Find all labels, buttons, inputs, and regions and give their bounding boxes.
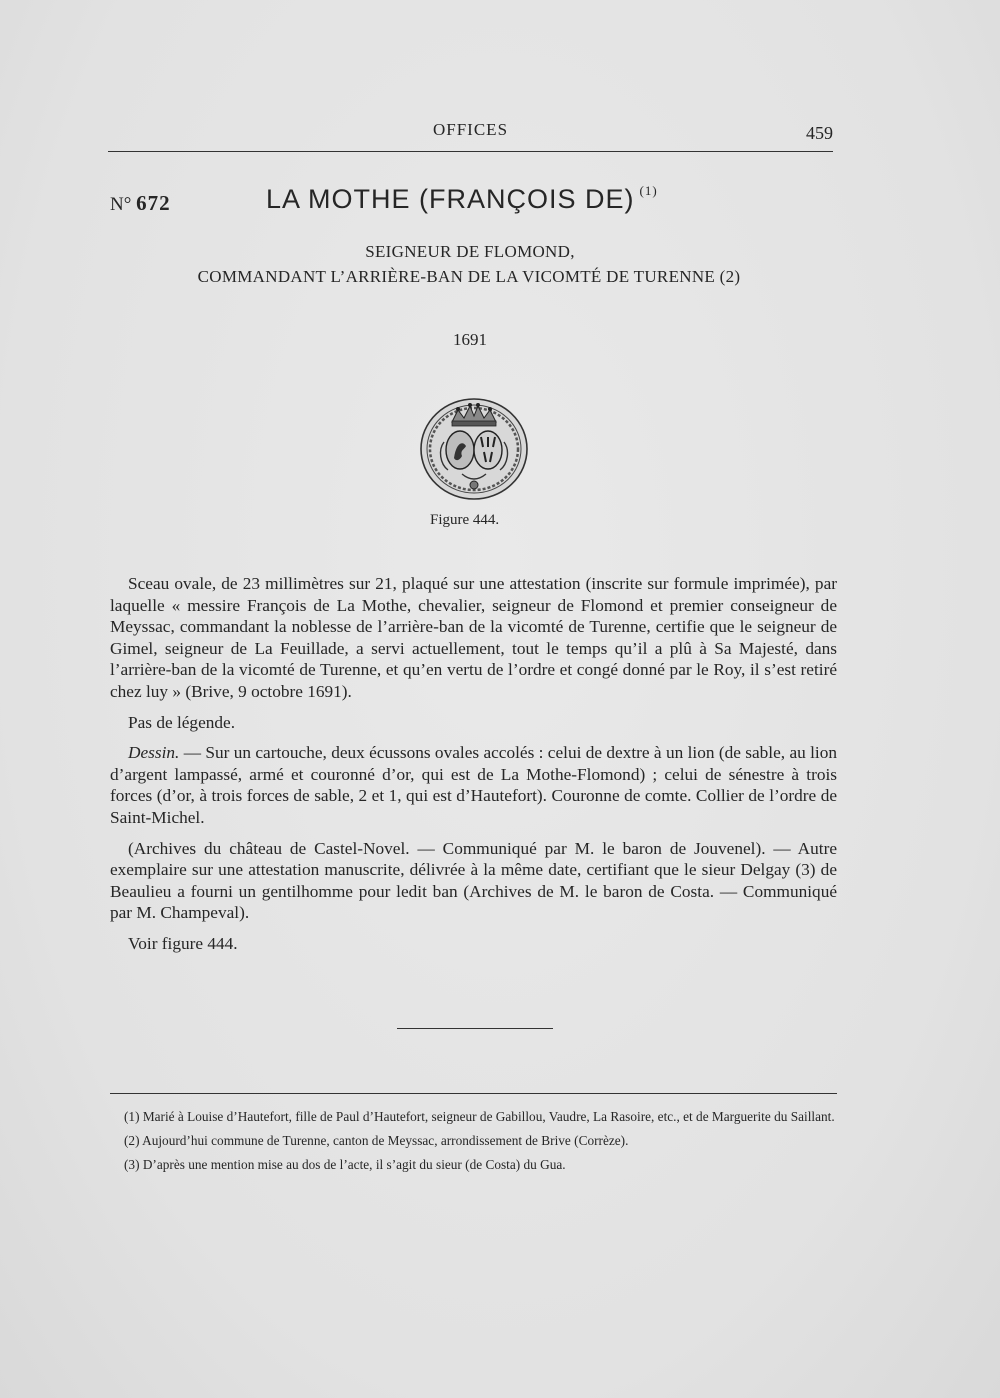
- footnote-2: (2) Aujourd’hui commune de Turenne, canton de Meyssac, arrondissement de Brive (Corrèze).: [124, 1133, 629, 1148]
- entry-number-prefix: N°: [110, 194, 132, 215]
- paragraph-dessin: [110, 742, 837, 828]
- footnote-3: (3) D’après une mention mise au dos de l’acte, il s’agit du sieur (de Costa) du Gua.: [124, 1157, 566, 1172]
- dessin-text: — Sur un cartouche, deux écussons ovales accolés : celui de dextre à un lion (de sable, au lion d’argent lampassé, armé et couronné d’or, qui est de La Mothe-Flomond) ; celui de sénestre à trois forces (d’or, à trois forces de sable, 2 et 1, qui est d’Hautefort). Couronne de comte. Collier de l’ordre de Saint-Michel.: [110, 743, 837, 827]
- paragraph-sources: (Archives du château de Castel-Novel. — Communiqué par M. le baron de Jouvenel). — Autre exemplaire sur une attestation manuscrite, délivrée à la même date, certifiant que le sieur Delgay (3) de Beaulieu a fourni un gentilhomme pour ledit ban (Archives de M. le baron de Costa. — Communiqué par M. Champeval).: [110, 838, 837, 923]
- seal-image: [418, 392, 530, 502]
- entry-title: [266, 183, 658, 215]
- entry-year: 1691: [453, 330, 487, 349]
- subtitle-line-1: SEIGNEUR DE FLOMOND,: [365, 242, 575, 261]
- paragraph-description: Sceau ovale, de 23 millimètres sur 21, plaqué sur une attestation (inscrite sur formule imprimée), par laquelle « messire François de La Mothe, chevalier, seigneur de Flomond et premier conseigneur de Meyssac, commandant la noblesse de l’arrière-ban de la vicomté de Turenne, certifie que le seigneur de Gimel, seigneur de La Feuillade, a servi actuellement, tout le temps qu’il a plû à Sa Majesté, dans l’arrière-ban de la vicomté de Turenne, et qu’en vertu de l’ordre et congé donné par le Roy, il s’est retiré chez luy » (Brive, 9 octobre 1691).: [110, 574, 837, 701]
- running-title: OFFICES: [433, 120, 509, 139]
- paragraph-see-figure: Voir figure 444.: [128, 933, 238, 953]
- paragraph-legend: Pas de légende.: [128, 712, 236, 732]
- body-text: [110, 573, 837, 964]
- subtitle-line-2: COMMANDANT L’ARRIÈRE-BAN DE LA VICOMTÉ DE TURENNE (2): [197, 267, 741, 286]
- running-header: [0, 120, 1000, 144]
- page-number: 459: [806, 123, 833, 143]
- entry-number: [110, 191, 171, 216]
- section-separator: [397, 1028, 553, 1029]
- entry-number-value: 672: [136, 191, 171, 215]
- dessin-label: Dessin.: [128, 743, 180, 763]
- header-rule: [108, 151, 833, 152]
- footnote-rule: [110, 1093, 837, 1094]
- footnote-1: (1) Marié à Louise d’Hautefort, fille de Paul d’Hautefort, seigneur de Gabillou, Vaudre, La Rasoire, etc., et de Marguerite du Saillant.: [124, 1109, 835, 1124]
- footnotes: [110, 1107, 837, 1179]
- figure-caption: Figure 444.: [430, 512, 500, 528]
- title-footnote-ref: (1): [639, 183, 658, 198]
- entry-title-text: LA MOTHE (FRANÇOIS DE): [266, 184, 635, 214]
